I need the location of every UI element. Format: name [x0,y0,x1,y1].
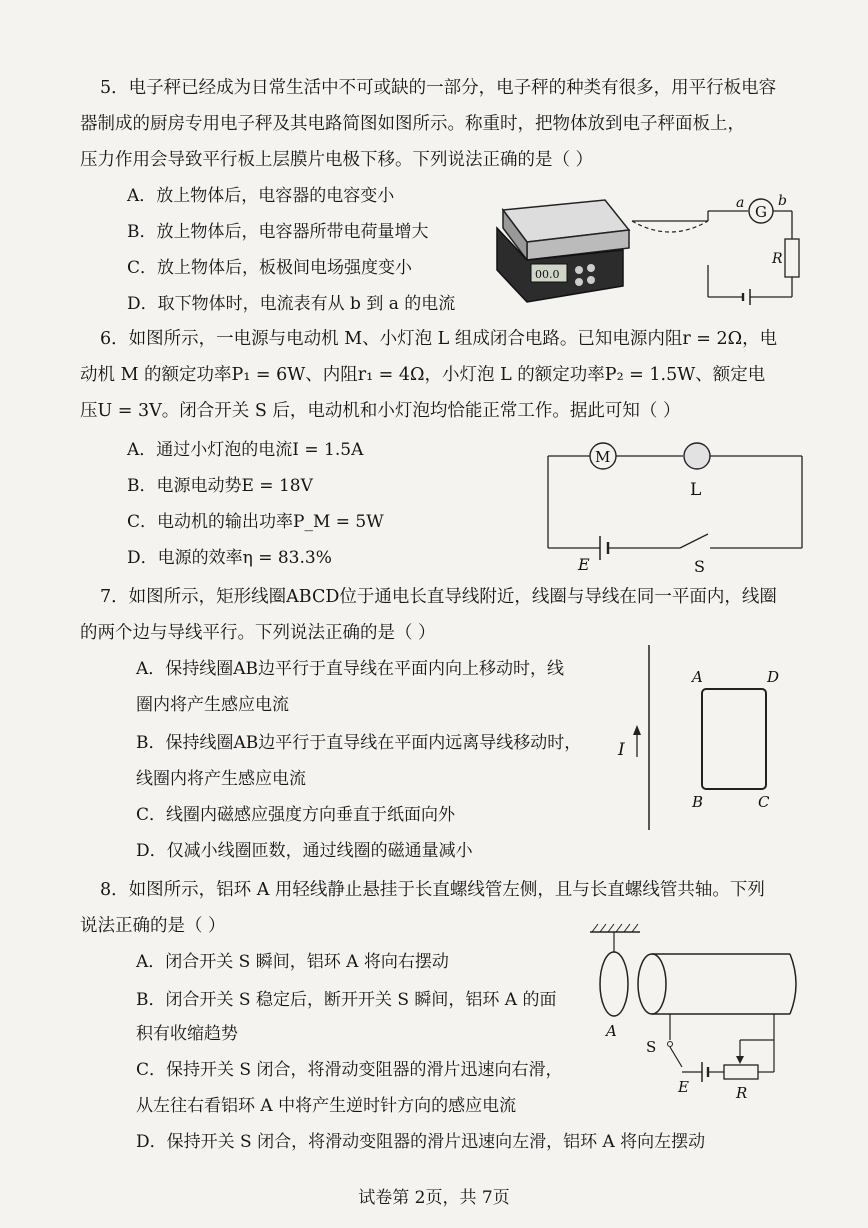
q8-option-b-cont: 积有收缩趋势 [136,1024,238,1044]
corner-d-label: D [767,668,780,686]
q5-option-b: B．放上物体后，电容器所带电荷量增大 [127,222,429,242]
q7-option-c: C．线圈内磁感应强度方向垂直于纸面向外 [136,805,456,825]
q8-option-c: C．保持开关 S 闭合，将滑动变阻器的滑片迅速向右滑， [136,1060,563,1080]
rectangular-coil [702,689,766,789]
q5-stem-line-2: 器制成的厨房专用电子秤及其电路简图如图所示。称重时，把物体放到电子秤面板上， [80,114,745,134]
point-b-label: b [778,193,787,209]
lamp-label: L [690,480,702,500]
q5-circuit-diagram [630,193,810,305]
point-a-label: a [736,195,745,211]
source-label: E [578,555,590,574]
aluminum-ring [600,952,628,1016]
q5-option-d: D．取下物体时，电流表有从 b 到 a 的电流 [127,294,456,314]
corner-b-label: B [692,793,704,811]
q7-option-b-cont: 线圈内将产生感应电流 [136,769,306,789]
q6-option-c: C．电动机的输出功率P_M = 5W [127,512,384,532]
lamp-symbol [684,443,710,469]
rheostat-label: R [736,1084,748,1100]
q6-stem-line-1: 6．如图所示，一电源与电动机 M、小灯泡 L 组成闭合电路。已知电源内阻r = 2Ω，电 [100,329,778,349]
resistor-label: R [772,251,783,267]
current-label: I [618,740,625,760]
q7-option-a: A．保持线圈AB边平行于直导线在平面内向上移动时，线 [136,659,565,679]
q8-option-b: B．闭合开关 S 稳定后，断开开关 S 瞬间，铝环 A 的面 [136,990,557,1010]
q7-option-a-cont: 圈内将产生感应电流 [136,695,289,715]
switch-label: S [646,1038,657,1056]
current-arrow-icon [633,725,641,735]
galvanometer-label: G [755,203,767,221]
scale-display-text: 00.0 [535,268,560,281]
q8-solenoid-diagram [590,922,812,1100]
switch-s [670,1047,682,1067]
corner-c-label: C [758,793,770,811]
q7-option-d: D．仅减小线圈匝数，通过线圈的磁通量减小 [136,841,473,861]
q7-stem-line-1: 7．如图所示，矩形线圈ABCD位于通电长直导线附近，线圈与导线在同一平面内，线圈 [100,587,777,607]
q8-option-d: D．保持开关 S 闭合，将滑动变阻器的滑片迅速向左滑，铝环 A 将向左摆动 [136,1132,706,1152]
rheostat [724,1065,758,1079]
q8-option-c-cont: 从左往右看铝环 A 中将产生逆时针方向的感应电流 [136,1096,517,1116]
q6-option-a: A．通过小灯泡的电流I = 1.5A [127,440,364,460]
q5-option-a: A．放上物体后，电容器的电容变小 [127,186,395,206]
q6-option-d: D．电源的效率η = 83.3% [127,548,332,568]
q8-stem-line-1: 8．如图所示，铝环 A 用轻线静止悬挂于长直螺线管左侧，且与长直螺线管共轴。下列 [100,880,765,900]
electronic-scale-illustration [483,190,633,308]
q8-stem-line-2: 说法正确的是（ ） [80,916,226,936]
corner-a-label: A [692,668,703,686]
q7-option-b: B．保持线圈AB边平行于直导线在平面内远离导线移动时， [136,733,582,753]
q6-option-b: B．电源电动势E = 18V [127,476,313,496]
ring-label: A [606,1022,617,1040]
slider-arrow-icon [736,1056,744,1064]
motor-label: M [595,448,611,466]
q6-stem-line-2: 动机 M 的额定功率P₁ = 6W、内阻r₁ = 4Ω，小灯泡 L 的额定功率P₂ = 1.5W、额定电 [80,365,766,385]
q7-wire-coil-diagram [615,645,815,835]
q5-stem-line-1: 5．电子秤已经成为日常生活中不可或缺的一部分，电子秤的种类有很多，用平行板电容 [100,78,777,98]
q8-option-a: A．闭合开关 S 瞬间，铝环 A 将向右摆动 [136,952,449,972]
q5-option-c: C．放上物体后，板极间电场强度变小 [127,258,413,278]
q6-stem-line-3: 压U = 3V。闭合开关 S 后，电动机和小灯泡均恰能正常工作。据此可知（ ） [80,401,681,421]
source-label: E [678,1078,689,1096]
q5-stem-line-3: 压力作用会导致平行板上层膜片电极下移。下列说法正确的是（ ） [80,150,594,170]
solenoid [638,954,666,1014]
switch-label: S [694,557,705,576]
q7-stem-line-2: 的两个边与导线平行。下列说法正确的是（ ） [80,623,436,643]
q6-circuit-diagram [540,440,812,578]
switch-s [680,534,708,548]
page-footer: 试卷第 2页，共 7页 [358,1188,510,1208]
